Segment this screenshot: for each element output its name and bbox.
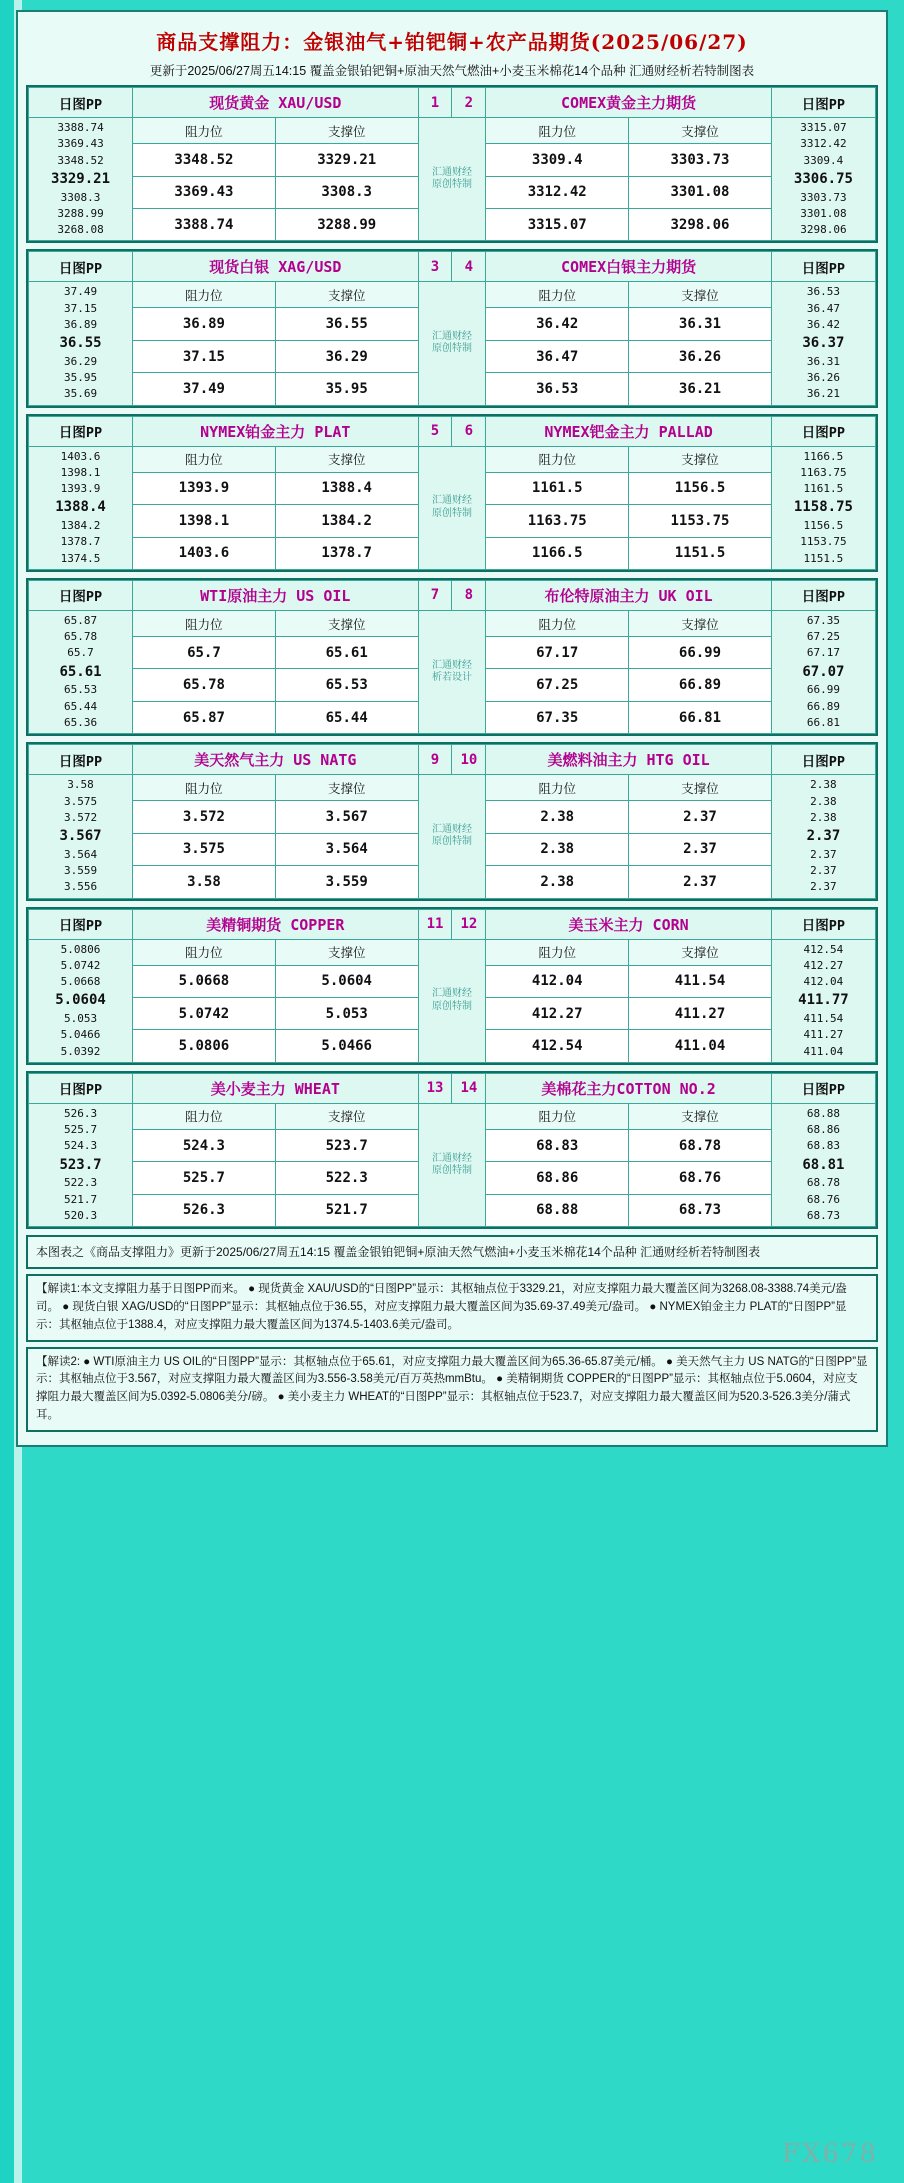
instrument-index-right: 10 (452, 745, 486, 775)
support-value-left: 3.564 (275, 833, 418, 865)
support-value-left: 65.44 (275, 701, 418, 733)
resistance-header-right: 阻力位 (486, 775, 629, 801)
resistance-value-right: 1161.5 (486, 472, 629, 504)
resistance-header-left: 阻力位 (133, 446, 276, 472)
resistance-value-left: 5.0668 (133, 965, 276, 997)
support-value-right: 411.54 (629, 965, 772, 997)
support-header-right: 支撑位 (629, 446, 772, 472)
mid-watermark-note: 汇通财经 原创特制 (418, 939, 486, 1062)
instrument-name-left[interactable]: WTI原油主力 US OIL (133, 580, 419, 610)
support-value-right: 1153.75 (629, 505, 772, 537)
pivot-level: 412.54 (803, 942, 844, 956)
resistance-value-right: 3312.42 (486, 176, 629, 208)
pivot-level: 35.69 (63, 387, 98, 401)
mid-watermark-note: 汇通财经 原创特制 (418, 1103, 486, 1226)
support-value-left: 3329.21 (275, 144, 418, 176)
instrument-name-right[interactable]: 美玉米主力 CORN (486, 909, 772, 939)
support-value-left: 35.95 (275, 373, 418, 405)
support-header-right: 支撑位 (629, 939, 772, 965)
resistance-value-right: 1166.5 (486, 537, 629, 569)
pivot-level: 36.55 (59, 335, 102, 352)
pivot-level: 36.47 (806, 301, 840, 315)
legend-1: 【解读1:本文支撑阻力基于日图PP而来。 ● 现货黄金 XAU/USD的“日图PP”显示：其枢轴点位于3329.21，对应支撑阻力最大覆盖区间为3268.08-3388.74美元/盎司。 ● 现货白银 XAG/USD的“日图PP”显示：其枢轴点位于36.55，对应支撑阻力最大覆盖区间为35.69-37.49美元/盎司。 ● NYMEX铂金主力 PLAT的“日图PP”显示：其枢轴点位于1388.4，对应支撑阻力最大覆盖区间为1374.5-1403.6美元/盎司。 (26, 1274, 878, 1341)
pivot-level: 521.7 (63, 1192, 98, 1206)
resistance-header-left: 阻力位 (133, 282, 276, 308)
instrument-name-right[interactable]: 布伦特原油主力 UK OIL (486, 580, 772, 610)
pivot-level: 65.53 (63, 683, 98, 697)
support-value-left: 1384.2 (275, 505, 418, 537)
pp-header-right: 日图PP (771, 745, 875, 775)
pivot-level: 66.99 (806, 683, 840, 697)
pivot-list-left (29, 118, 133, 241)
pivot-level: 67.17 (806, 646, 840, 660)
support-header-left: 支撑位 (275, 939, 418, 965)
pp-header-right: 日图PP (771, 416, 875, 446)
pivot-level: 36.42 (806, 317, 840, 331)
resistance-value-right: 36.47 (486, 340, 629, 372)
pivot-level: 1161.5 (803, 482, 844, 496)
instrument-name-left[interactable]: 现货黄金 XAU/USD (133, 88, 419, 118)
pivot-level: 67.25 (806, 630, 840, 644)
pivot-level: 5.0604 (55, 992, 106, 1009)
pivot-level: 411.54 (803, 1012, 844, 1026)
pp-header-left: 日图PP (29, 252, 133, 282)
pivot-level: 3.58 (67, 778, 94, 792)
pivot-level: 5.0668 (60, 975, 101, 989)
pp-header-left: 日图PP (29, 416, 133, 446)
resistance-value-right: 68.88 (486, 1194, 629, 1226)
resistance-value-left: 1398.1 (133, 505, 276, 537)
instrument-name-right[interactable]: 美燃料油主力 HTG OIL (486, 745, 772, 775)
page-subtitle: 更新于2025/06/27周五14:15 覆盖金银铂钯铜+原油天然气燃油+小麦玉米棉花14个品种 汇通财经析若特制图表 (149, 64, 755, 78)
support-value-left: 36.55 (275, 308, 418, 340)
pivot-level: 36.37 (802, 335, 845, 352)
pivot-level: 68.76 (806, 1192, 840, 1206)
pivot-level: 523.7 (59, 1156, 102, 1173)
pp-header-right: 日图PP (771, 252, 875, 282)
pivot-level: 1374.5 (60, 551, 101, 565)
pivot-list-right (771, 446, 875, 569)
pivot-list-right (771, 939, 875, 1062)
pivot-level: 65.61 (59, 663, 102, 680)
support-value-left: 521.7 (275, 1194, 418, 1226)
mid-watermark-note: 汇通财经 原创特制 (418, 775, 486, 898)
instrument-name-left[interactable]: 现货白银 XAG/USD (133, 252, 419, 282)
resistance-value-left: 65.7 (133, 637, 276, 669)
resistance-value-right: 67.35 (486, 701, 629, 733)
resistance-value-right: 67.25 (486, 669, 629, 701)
resistance-value-left: 3388.74 (133, 208, 276, 240)
pivot-list-right (771, 282, 875, 405)
pp-header-left: 日图PP (29, 580, 133, 610)
resistance-value-left: 1393.9 (133, 472, 276, 504)
pivot-list-left (29, 446, 133, 569)
instrument-index-left: 9 (418, 745, 452, 775)
support-value-left: 3.559 (275, 866, 418, 898)
resistance-header-left: 阻力位 (133, 775, 276, 801)
instrument-index-left: 11 (418, 909, 452, 939)
resistance-value-left: 525.7 (133, 1162, 276, 1194)
instrument-block (26, 578, 878, 736)
support-value-left: 1378.7 (275, 537, 418, 569)
support-header-right: 支撑位 (629, 610, 772, 636)
pivot-level: 36.89 (63, 317, 98, 331)
instrument-index-left: 3 (418, 252, 452, 282)
support-value-right: 1156.5 (629, 472, 772, 504)
pivot-level: 3.559 (63, 864, 98, 878)
support-value-right: 36.21 (629, 373, 772, 405)
pivot-level: 1388.4 (55, 499, 106, 516)
pivot-level: 1156.5 (803, 519, 844, 533)
support-value-right: 3298.06 (629, 208, 772, 240)
pivot-level: 3.567 (59, 828, 102, 845)
pivot-list-left (29, 1103, 133, 1226)
mid-watermark-note: 汇通财经 原创特制 (418, 118, 486, 241)
instrument-index-right: 12 (452, 909, 486, 939)
pivot-level: 36.26 (806, 371, 840, 385)
support-value-left: 3288.99 (275, 208, 418, 240)
support-header-right: 支撑位 (629, 282, 772, 308)
resistance-header-right: 阻力位 (486, 282, 629, 308)
pivot-level: 66.89 (806, 699, 840, 713)
pivot-level: 36.29 (63, 354, 98, 368)
report-sheet (16, 10, 888, 1447)
resistance-value-left: 37.49 (133, 373, 276, 405)
pivot-level: 1158.75 (793, 499, 853, 516)
resistance-value-right: 1163.75 (486, 505, 629, 537)
support-header-left: 支撑位 (275, 446, 418, 472)
pivot-level: 66.81 (806, 715, 840, 729)
pp-header-left: 日图PP (29, 745, 133, 775)
mid-watermark-note: 汇通财经 析若设计 (418, 610, 486, 733)
pivot-level: 1163.75 (800, 465, 847, 479)
pivot-level: 2.37 (810, 847, 837, 861)
pivot-level: 65.44 (63, 699, 98, 713)
support-value-left: 5.0466 (275, 1030, 418, 1062)
instrument-name-left[interactable]: NYMEX铂金主力 PLAT (133, 416, 419, 446)
instrument-name-left[interactable]: 美精铜期货 COPPER (133, 909, 419, 939)
instrument-index-right: 8 (452, 580, 486, 610)
pivot-level: 522.3 (63, 1176, 98, 1190)
resistance-value-right: 2.38 (486, 833, 629, 865)
resistance-header-left: 阻力位 (133, 939, 276, 965)
support-header-right: 支撑位 (629, 1103, 772, 1129)
support-header-left: 支撑位 (275, 775, 418, 801)
pivot-level: 2.38 (810, 778, 837, 792)
pivot-level: 5.0806 (60, 942, 101, 956)
pivot-list-left (29, 610, 133, 733)
pivot-level: 37.15 (63, 301, 98, 315)
pivot-level: 2.37 (810, 880, 837, 894)
pivot-level: 1151.5 (803, 551, 844, 565)
resistance-value-right: 67.17 (486, 637, 629, 669)
pivot-level: 68.73 (806, 1208, 840, 1222)
support-value-right: 36.26 (629, 340, 772, 372)
support-header-left: 支撑位 (275, 282, 418, 308)
pivot-level: 411.77 (798, 992, 849, 1009)
instrument-index-right: 2 (452, 88, 486, 118)
resistance-value-left: 3369.43 (133, 176, 276, 208)
resistance-header-right: 阻力位 (486, 1103, 629, 1129)
mid-watermark-note: 汇通财经 原创特制 (418, 282, 486, 405)
support-header-right: 支撑位 (629, 775, 772, 801)
resistance-value-left: 65.87 (133, 701, 276, 733)
pivot-level: 65.87 (63, 613, 98, 627)
pivot-level: 1166.5 (803, 449, 844, 463)
instrument-block (26, 85, 878, 243)
pivot-level: 412.27 (803, 958, 844, 972)
pivot-level: 1384.2 (60, 519, 101, 533)
pivot-level: 68.88 (806, 1106, 840, 1120)
resistance-header-right: 阻力位 (486, 939, 629, 965)
support-value-right: 2.37 (629, 866, 772, 898)
pp-header-left: 日图PP (29, 1073, 133, 1103)
pivot-list-left (29, 282, 133, 405)
resistance-value-left: 3348.52 (133, 144, 276, 176)
instrument-index-left: 5 (418, 416, 452, 446)
instrument-block (26, 1071, 878, 1229)
pivot-level: 1153.75 (800, 535, 847, 549)
pivot-level: 3303.73 (800, 190, 847, 204)
resistance-header-left: 阻力位 (133, 610, 276, 636)
pivot-level: 3348.52 (57, 153, 104, 167)
support-value-left: 1388.4 (275, 472, 418, 504)
resistance-value-left: 5.0806 (133, 1030, 276, 1062)
pivot-level: 3309.4 (803, 153, 844, 167)
pivot-list-right (771, 775, 875, 898)
pp-header-right: 日图PP (771, 909, 875, 939)
pivot-level: 2.38 (810, 794, 837, 808)
resistance-value-left: 3.572 (133, 801, 276, 833)
support-value-left: 5.053 (275, 998, 418, 1030)
pivot-level: 412.04 (803, 975, 844, 989)
support-value-right: 2.37 (629, 833, 772, 865)
support-value-right: 2.37 (629, 801, 772, 833)
support-value-left: 523.7 (275, 1130, 418, 1162)
watermark: FX678 (781, 2139, 878, 2169)
support-value-right: 66.89 (629, 669, 772, 701)
instrument-index-right: 14 (452, 1073, 486, 1103)
resistance-value-right: 36.53 (486, 373, 629, 405)
instrument-block (26, 249, 878, 407)
pivot-level: 68.81 (802, 1156, 845, 1173)
pivot-list-right (771, 1103, 875, 1226)
support-value-right: 66.81 (629, 701, 772, 733)
support-value-right: 1151.5 (629, 537, 772, 569)
support-value-left: 3308.3 (275, 176, 418, 208)
resistance-value-left: 37.15 (133, 340, 276, 372)
resistance-value-right: 412.04 (486, 965, 629, 997)
instrument-block (26, 907, 878, 1065)
instrument-index-right: 4 (452, 252, 486, 282)
pivot-list-left (29, 775, 133, 898)
support-value-right: 3301.08 (629, 176, 772, 208)
blocks-container (26, 85, 878, 1229)
resistance-value-right: 3309.4 (486, 144, 629, 176)
instrument-index-left: 13 (418, 1073, 452, 1103)
support-header-left: 支撑位 (275, 118, 418, 144)
support-value-left: 522.3 (275, 1162, 418, 1194)
resistance-value-right: 2.38 (486, 801, 629, 833)
pivot-level: 5.053 (63, 1012, 98, 1026)
pivot-level: 411.04 (803, 1044, 844, 1058)
pivot-level: 65.78 (63, 630, 98, 644)
mid-watermark-note: 汇通财经 原创特制 (418, 446, 486, 569)
support-value-left: 5.0604 (275, 965, 418, 997)
footer-note: 本图表之《商品支撑阻力》更新于2025/06/27周五14:15 覆盖金银铂钯铜+原油天然气燃油+小麦玉米棉花14个品种 汇通财经析若特制图表 (26, 1235, 878, 1269)
pivot-level: 5.0392 (60, 1044, 101, 1058)
pp-header-right: 日图PP (771, 88, 875, 118)
resistance-value-left: 1403.6 (133, 537, 276, 569)
pivot-level: 65.36 (63, 715, 98, 729)
resistance-header-left: 阻力位 (133, 118, 276, 144)
pivot-level: 3.564 (63, 847, 98, 861)
instrument-name-right[interactable]: COMEX黄金主力期货 (486, 88, 772, 118)
resistance-value-left: 36.89 (133, 308, 276, 340)
resistance-value-right: 3315.07 (486, 208, 629, 240)
pivot-level: 67.35 (806, 613, 840, 627)
pivot-level: 3306.75 (793, 170, 853, 187)
pp-header-right: 日图PP (771, 1073, 875, 1103)
instrument-name-right[interactable]: COMEX白银主力期货 (486, 252, 772, 282)
pivot-level: 526.3 (63, 1106, 98, 1120)
resistance-value-right: 2.38 (486, 866, 629, 898)
pivot-level: 3288.99 (57, 206, 104, 220)
resistance-value-right: 36.42 (486, 308, 629, 340)
resistance-value-right: 412.27 (486, 998, 629, 1030)
pivot-level: 3268.08 (57, 223, 104, 237)
resistance-value-left: 524.3 (133, 1130, 276, 1162)
pp-header-left: 日图PP (29, 88, 133, 118)
pp-header-right: 日图PP (771, 580, 875, 610)
resistance-header-left: 阻力位 (133, 1103, 276, 1129)
support-value-right: 68.78 (629, 1130, 772, 1162)
pivot-level: 5.0466 (60, 1028, 101, 1042)
resistance-value-right: 68.83 (486, 1130, 629, 1162)
resistance-value-right: 68.86 (486, 1162, 629, 1194)
pivot-level: 36.31 (806, 354, 840, 368)
pivot-level: 3308.3 (60, 190, 101, 204)
pivot-level: 1393.9 (60, 482, 101, 496)
resistance-value-left: 5.0742 (133, 998, 276, 1030)
instrument-block (26, 742, 878, 900)
pivot-level: 3388.74 (57, 121, 104, 134)
pivot-level: 36.53 (806, 285, 840, 299)
pivot-level: 3.572 (63, 810, 98, 824)
pivot-level: 5.0742 (60, 958, 101, 972)
resistance-value-right: 412.54 (486, 1030, 629, 1062)
pivot-list-left (29, 939, 133, 1062)
pivot-level: 2.37 (810, 864, 837, 878)
instrument-name-left[interactable]: 美天然气主力 US NATG (133, 745, 419, 775)
support-header-left: 支撑位 (275, 1103, 418, 1129)
resistance-header-right: 阻力位 (486, 446, 629, 472)
support-value-right: 411.04 (629, 1030, 772, 1062)
pivot-level: 3301.08 (800, 206, 847, 220)
pivot-level: 3312.42 (800, 137, 847, 151)
pivot-level: 411.27 (803, 1028, 844, 1042)
pivot-level: 68.86 (806, 1123, 840, 1137)
pivot-level: 520.3 (63, 1208, 98, 1222)
legend-2: 【解读2: ● WTI原油主力 US OIL的“日图PP”显示：其枢轴点位于65.61，对应支撑阻力最大覆盖区间为65.36-65.87美元/桶。 ● 美天然气主力 US NATG的“日图PP”显示：其枢轴点位于3.567，对应支撑阻力最大覆盖区间为3.556-3.58美元/百万英热mmBtu。 ● 美精铜期货 COPPER的“日图PP”显示：其枢轴点位于5.0604，对应支撑阻力最大覆盖区间为5.0392-5.0806美分/磅。 ● 美小麦主力 WHEAT的“日图PP”显示：其枢轴点位于523.7，对应支撑阻力最大覆盖区间为520.3-526.3美分/蒲式耳。 (26, 1347, 878, 1432)
page-title: 商品支撑阻力：金银油气+铂钯铜+农产品期货(2025/06/27) (156, 30, 748, 54)
support-value-right: 68.76 (629, 1162, 772, 1194)
support-value-right: 3303.73 (629, 144, 772, 176)
pivot-level: 37.49 (63, 285, 98, 299)
pivot-level: 2.38 (810, 810, 837, 824)
support-value-right: 411.27 (629, 998, 772, 1030)
support-header-left: 支撑位 (275, 610, 418, 636)
pivot-level: 3329.21 (51, 170, 111, 187)
pivot-level: 3.556 (63, 880, 98, 894)
pivot-list-right (771, 118, 875, 241)
resistance-header-right: 阻力位 (486, 118, 629, 144)
instrument-block (26, 414, 878, 572)
resistance-value-left: 3.58 (133, 866, 276, 898)
instrument-name-right[interactable]: NYMEX钯金主力 PALLAD (486, 416, 772, 446)
pivot-level: 67.07 (802, 663, 845, 680)
pivot-level: 3315.07 (800, 121, 847, 134)
instrument-index-right: 6 (452, 416, 486, 446)
pivot-level: 524.3 (63, 1139, 98, 1153)
pivot-level: 3.575 (63, 794, 98, 808)
resistance-value-left: 526.3 (133, 1194, 276, 1226)
instrument-index-left: 1 (418, 88, 452, 118)
pivot-level: 1398.1 (60, 465, 101, 479)
resistance-value-left: 65.78 (133, 669, 276, 701)
instrument-name-left[interactable]: 美小麦主力 WHEAT (133, 1073, 419, 1103)
instrument-index-left: 7 (418, 580, 452, 610)
pivot-level: 68.83 (806, 1139, 840, 1153)
pivot-level: 36.21 (806, 387, 840, 401)
support-value-left: 65.61 (275, 637, 418, 669)
instrument-name-right[interactable]: 美棉花主力COTTON NO.2 (486, 1073, 772, 1103)
pivot-level: 65.7 (67, 646, 94, 660)
pp-header-left: 日图PP (29, 909, 133, 939)
support-header-right: 支撑位 (629, 118, 772, 144)
pivot-level: 2.37 (806, 828, 841, 845)
pivot-level: 525.7 (63, 1123, 98, 1137)
support-value-right: 66.99 (629, 637, 772, 669)
support-value-left: 3.567 (275, 801, 418, 833)
support-value-left: 36.29 (275, 340, 418, 372)
pivot-level: 68.78 (806, 1176, 840, 1190)
resistance-header-right: 阻力位 (486, 610, 629, 636)
support-value-right: 68.73 (629, 1194, 772, 1226)
pivot-list-right (771, 610, 875, 733)
pivot-level: 3298.06 (800, 223, 847, 237)
support-value-right: 36.31 (629, 308, 772, 340)
pivot-level: 1378.7 (60, 535, 101, 549)
resistance-value-left: 3.575 (133, 833, 276, 865)
pivot-level: 1403.6 (60, 449, 101, 463)
pivot-level: 35.95 (63, 371, 98, 385)
pivot-level: 3369.43 (57, 137, 104, 151)
support-value-left: 65.53 (275, 669, 418, 701)
